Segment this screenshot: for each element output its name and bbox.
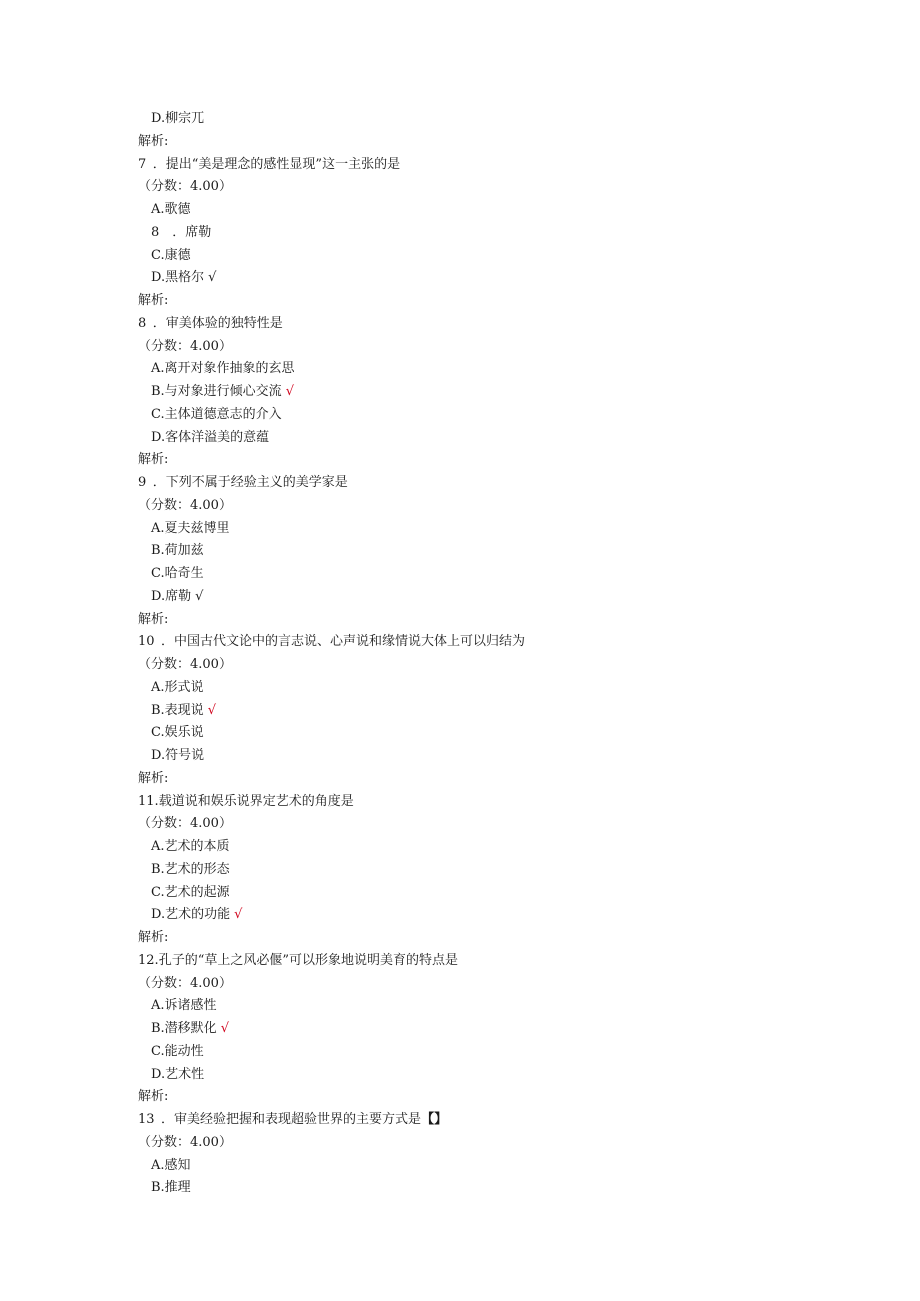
option-label: C.哈奇生 xyxy=(151,566,204,581)
option-label: D.艺术性 xyxy=(151,1066,205,1082)
option-item xyxy=(0,404,920,427)
option-item xyxy=(0,563,920,586)
question-number: 11. xyxy=(138,793,159,809)
option-item xyxy=(0,199,920,222)
option-label: C.艺术的起源 xyxy=(151,884,230,900)
option-item xyxy=(0,995,920,1018)
question-block xyxy=(0,950,920,1109)
option-label: C.康德 xyxy=(151,247,191,263)
option-label: B.表现说 xyxy=(151,702,204,718)
option-label: 8 ．席勒 xyxy=(151,224,212,240)
analysis-label: 解析: xyxy=(138,133,169,149)
question-text: 孔子的“草上之风必偃”可以形象地说明美育的特点是 xyxy=(158,952,458,968)
question-text: 载道说和娱乐说界定艺术的角度是 xyxy=(158,793,354,809)
option-item xyxy=(0,540,920,563)
option-item xyxy=(0,245,920,268)
option-label: B.潜移默化 xyxy=(151,1021,217,1036)
option-item: D.柳宗兀 xyxy=(151,111,205,126)
option-label: D.黑格尔 xyxy=(151,270,205,286)
option-label: A.夏夫兹博里 xyxy=(151,520,230,536)
option-label: A.诉诸感性 xyxy=(151,998,217,1014)
question-block xyxy=(0,472,920,631)
option-item: B.推理 xyxy=(151,1180,191,1196)
option-item xyxy=(0,745,920,768)
score-label: （分数：4.00） xyxy=(138,975,232,991)
question-text: ．中国古代文论中的言志说、心声说和缘情说大体上可以归结为 xyxy=(161,634,526,650)
question-text: ．下列不属于经验主义的美学家是 xyxy=(152,475,348,490)
question-stem xyxy=(0,472,920,495)
analysis-label: 解析: xyxy=(138,770,169,786)
score-label: （分数：4.00） xyxy=(138,338,232,354)
option-item xyxy=(0,427,920,450)
analysis-label: 解析: xyxy=(138,293,169,308)
score-label: （分数：4.00） xyxy=(138,1134,232,1150)
question-text: ．审美体验的独特性是 xyxy=(152,315,283,331)
score-label: （分数：4.00） xyxy=(138,816,232,832)
option-label: A.离开对象作抽象的玄思 xyxy=(151,361,295,377)
option-item xyxy=(0,1041,920,1064)
question-number: 13 xyxy=(138,1112,155,1127)
score-label: （分数：4.00） xyxy=(138,179,232,195)
question-block xyxy=(0,791,920,950)
question-text: ．审美经验把握和表现超验世界的主要方式是 xyxy=(161,1112,422,1127)
option-item xyxy=(0,1018,920,1041)
option-label: B.艺术的形态 xyxy=(151,861,230,877)
option-label: D.符号说 xyxy=(151,748,205,763)
score-label: （分数：4.00） xyxy=(138,657,232,672)
option-label: D.席勒 xyxy=(151,588,192,604)
question-stem xyxy=(0,631,920,654)
correct-check-icon: √ xyxy=(195,588,204,604)
question-number: 12. xyxy=(138,952,159,968)
option-label: B.与对象进行倾心交流 xyxy=(151,384,282,399)
question-block xyxy=(0,631,920,790)
option-item xyxy=(0,859,920,882)
option-item xyxy=(0,700,920,723)
option-item xyxy=(0,222,920,245)
option-item xyxy=(0,381,920,404)
option-item xyxy=(0,836,920,859)
correct-check-icon: √ xyxy=(208,270,217,286)
question-block xyxy=(0,154,920,313)
option-label: D.艺术的功能 xyxy=(151,907,231,923)
option-label: D.客体洋溢美的意蕴 xyxy=(151,429,270,445)
question-stem xyxy=(0,791,920,814)
option-item: A.感知 xyxy=(151,1157,191,1173)
option-item xyxy=(0,586,920,609)
correct-check-icon: √ xyxy=(220,1021,229,1036)
option-label: C.娱乐说 xyxy=(151,725,204,741)
option-item xyxy=(0,722,920,745)
question-list xyxy=(0,154,920,1110)
question-text: ．提出“美是理念的感性显现”这一主张的是 xyxy=(152,156,401,172)
question-block xyxy=(0,1109,920,1200)
question-number: 7 xyxy=(138,156,147,172)
question-stem xyxy=(0,950,920,973)
option-item xyxy=(0,1064,920,1087)
option-label: A.形式说 xyxy=(151,679,204,695)
question-stem xyxy=(0,313,920,336)
option-item xyxy=(0,518,920,541)
question-block xyxy=(0,313,920,472)
option-item xyxy=(0,358,920,381)
option-label: B.荷加兹 xyxy=(151,543,204,559)
correct-check-icon: √ xyxy=(234,907,243,923)
question-number: 10 xyxy=(138,634,155,650)
question-stem xyxy=(0,154,920,177)
option-label: C.能动性 xyxy=(151,1043,204,1059)
correct-check-icon: √ xyxy=(207,702,216,718)
option-item xyxy=(0,677,920,700)
question-stem xyxy=(0,1109,920,1132)
option-item xyxy=(0,267,920,290)
question-number: 8 xyxy=(138,315,147,331)
score-label: （分数：4.00） xyxy=(138,497,232,513)
option-label: A.艺术的本质 xyxy=(151,839,230,854)
exam-page xyxy=(0,108,920,1200)
answer-bracket: 【】 xyxy=(421,1112,448,1127)
option-label: A.歌德 xyxy=(151,202,191,217)
analysis-label: 解析: xyxy=(138,452,169,468)
correct-check-icon: √ xyxy=(285,384,294,399)
option-item xyxy=(0,904,920,927)
option-label: C.主体道德意志的介入 xyxy=(151,406,282,422)
analysis-label: 解析: xyxy=(138,1089,169,1105)
question-number: 9 xyxy=(138,475,147,490)
analysis-label: 解析: xyxy=(138,930,169,945)
option-item xyxy=(0,882,920,905)
analysis-label: 解析: xyxy=(138,611,169,627)
